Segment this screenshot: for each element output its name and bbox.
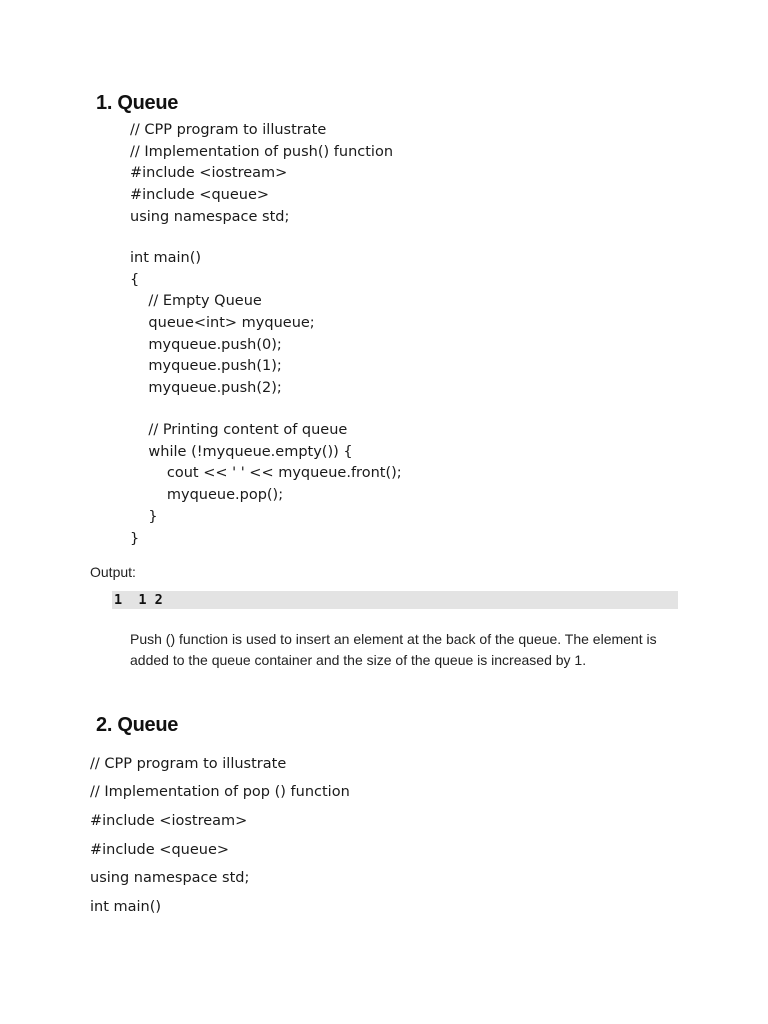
code-line: #include <iostream> (90, 813, 248, 829)
code-line: #include <queue> (90, 842, 230, 858)
code-line: } (130, 509, 158, 525)
section2-heading: 2. Queue (96, 714, 179, 736)
code-line: // Empty Queue (130, 293, 262, 309)
code-line: #include <queue> (130, 187, 270, 203)
code-line: using namespace std; (90, 870, 250, 886)
code-line: using namespace std; (130, 209, 290, 225)
output-label: Output: (90, 564, 136, 580)
section1-heading: 1. Queue (96, 92, 179, 114)
code-line: int main() (90, 899, 162, 915)
code-line: // CPP program to illustrate (90, 756, 287, 772)
code-line: // Implementation of pop () function (90, 784, 350, 800)
code-line: { (130, 272, 140, 288)
code-line: #include <iostream> (130, 165, 288, 181)
code-line: myqueue.push(1); (130, 358, 282, 374)
code-line: } (130, 531, 140, 547)
output-box: 1 1 2 (112, 591, 678, 609)
code-line: // Implementation of push() function (130, 144, 394, 160)
code-line: while (!myqueue.empty()) { (130, 444, 353, 460)
code-line: myqueue.pop(); (130, 487, 284, 503)
code-line: // CPP program to illustrate (130, 122, 327, 138)
code-line: int main() (130, 250, 202, 266)
code-line: // Printing content of queue (130, 422, 348, 438)
code-line: queue<int> myqueue; (130, 315, 315, 331)
code-line: myqueue.push(0); (130, 337, 282, 353)
push-description: Push () function is used to insert an element at the back of the queue. The element is added to the queue container and the size of the queue is increased by 1. (130, 631, 657, 668)
code-line: myqueue.push(2); (130, 380, 282, 396)
code-line: cout << ' ' << myqueue.front(); (130, 465, 402, 481)
